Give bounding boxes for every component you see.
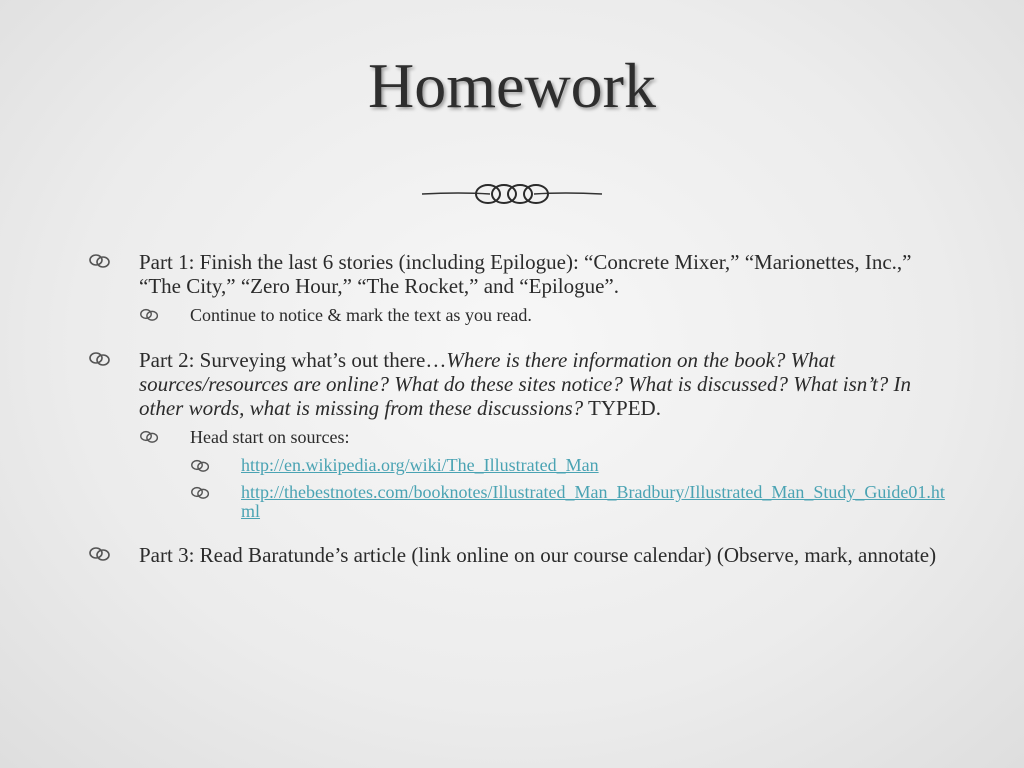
interlocking-rings-icon <box>139 307 160 321</box>
source-link-item <box>88 483 948 521</box>
bullet-part-1-sub <box>88 304 948 326</box>
part-2-italic-text: Where is there information on the book? What sources/resources are online? What do these sites notice? What is discussed? What isn’t? In other words, what is missing from these discussions? <box>139 348 912 420</box>
part-3-text: Part 3: Read Baratunde’s article (link online on our course calendar) (Observe, mark, annotate) <box>139 543 937 567</box>
flourish-divider-icon <box>420 178 604 210</box>
interlocking-rings-icon <box>190 485 211 499</box>
interlocking-rings-icon <box>88 350 112 366</box>
part-1-text: Part 1: Finish the last 6 stories (including Epilogue): “Concrete Mixer,” “Marionettes, Inc.,” “The City,” “Zero Hour,” “The Rocket,” and “Epilogue”. <box>139 250 912 298</box>
slide-body <box>88 250 948 571</box>
wikipedia-link[interactable]: http://en.wikipedia.org/wiki/The_Illustrated_Man <box>241 455 599 475</box>
part-1-sub-text: Continue to notice & mark the text as you read. <box>190 305 532 325</box>
slide-title: Homework <box>368 50 656 121</box>
bestnotes-link[interactable]: http://thebestnotes.com/booknotes/Illustrated_Man_Bradbury/Illustrated_Man_Study_Guide01.html <box>241 482 945 521</box>
part-2-text: Part 2: Surveying what’s out there… <box>139 348 447 372</box>
interlocking-rings-icon <box>139 429 160 443</box>
source-link-item <box>88 456 948 475</box>
interlocking-rings-icon <box>88 545 112 561</box>
interlocking-rings-icon <box>88 252 112 268</box>
bullet-part-2 <box>88 348 948 420</box>
part-2-tail-text: TYPED. <box>583 396 661 420</box>
interlocking-rings-icon <box>190 458 211 472</box>
bullet-part-2-sub <box>88 426 948 448</box>
bullet-part-3 <box>88 543 948 567</box>
part-2-sub-text: Head start on sources: <box>190 427 350 447</box>
bullet-part-1 <box>88 250 948 298</box>
